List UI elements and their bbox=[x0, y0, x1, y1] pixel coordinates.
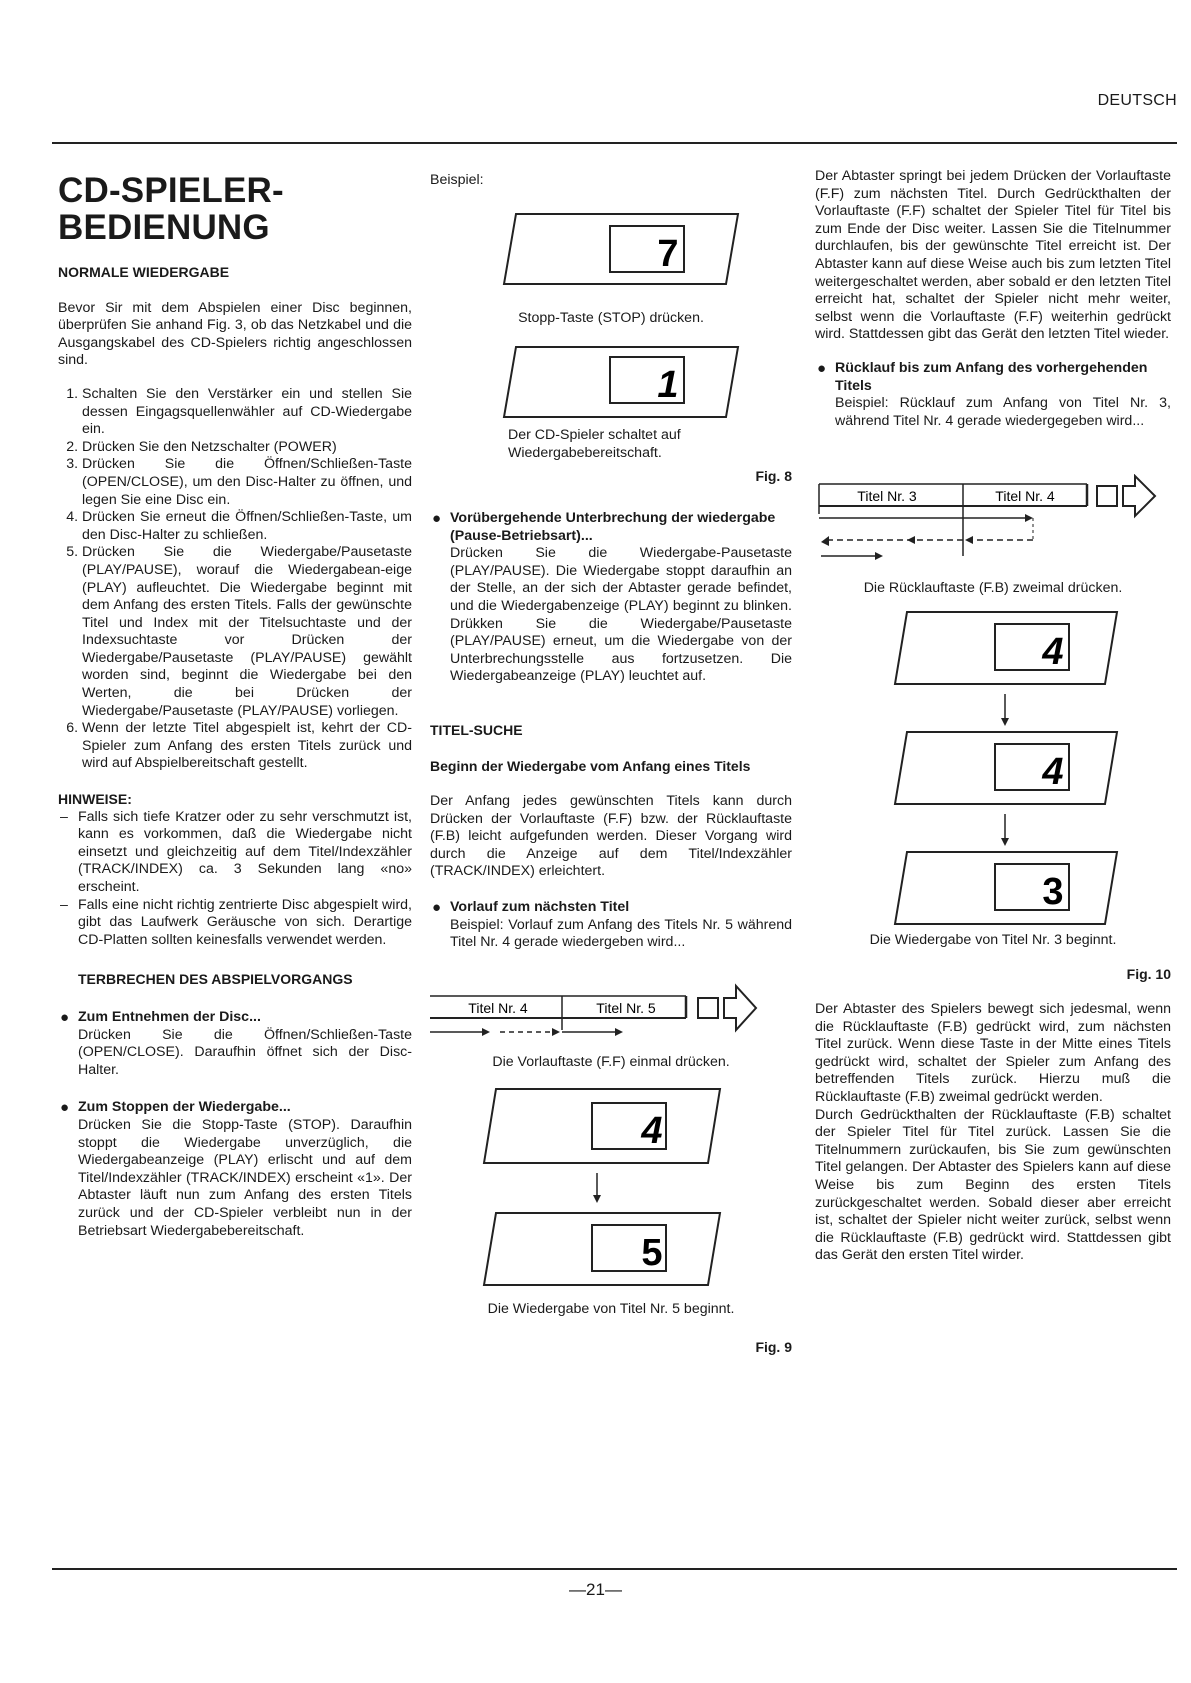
caption-ready: Der CD-Spieler schaltet auf Wiedergabebereitschaft. bbox=[508, 427, 681, 461]
display-digit: 7 bbox=[657, 232, 679, 275]
caption-ff: Die Vorlauftaste (F.F) einmal drücken. bbox=[492, 1053, 730, 1070]
arrow-head bbox=[615, 1028, 623, 1036]
language-label: DEUTSCH bbox=[1097, 92, 1177, 109]
display-digit: 4 bbox=[641, 1110, 663, 1153]
hinweise-heading: HINWEISE: bbox=[58, 791, 132, 808]
bullet-text: Beispiel: Rücklauf zum Anfang von Titel Nr. 3, während Titel Nr. 4 gerade wiedergegeben wird... bbox=[835, 395, 1171, 429]
arrow-head bbox=[907, 536, 915, 544]
bullet-icon: ● bbox=[60, 1008, 70, 1026]
display-digit: 3 bbox=[1042, 870, 1064, 913]
unterbrechen-heading: TERBRECHEN DES ABSPIELVORGANGS bbox=[78, 971, 353, 988]
display-panel-stop bbox=[430, 212, 792, 292]
track-label-4: Titel Nr. 4 bbox=[468, 999, 528, 1016]
middle-column bbox=[430, 172, 792, 1357]
bullet-icon: ● bbox=[432, 509, 442, 527]
steps-list bbox=[58, 386, 412, 773]
display-panel-r2 bbox=[815, 730, 1171, 810]
beginn-paragraph: Der Anfang jedes gewünschten Titels kann durch Drücken der Vorlauftaste (F.F) bzw. der Rücklauftaste (F.B) leicht aufgefunden werden. Dieser Vorgang wird durch die Anzeige auf dem Titel/Indexzähler (TRACK/INDEX) erleichtert. bbox=[430, 793, 792, 880]
bullet-title: Vorlauf zum nächsten Titel bbox=[450, 899, 630, 916]
caption-stop: Stopp-Taste (STOP) drücken. bbox=[518, 309, 704, 326]
arrow-down-icon bbox=[1001, 838, 1009, 846]
ruecklauf-paragraph-2: Durch Gedrückthalten der Rücklauftaste (F.B) schaltet der Spieler Titel für Titel zurück. Lassen Sie die Titelnummern zurückaufen, bis Sie zum gewünschten Titel gelangen. Der Abtaster des Spielers kann auf diese Weise bis zum Beginn des ersten Titels zurückgeschaltet werden. Sobald dieser aber erreicht ist, schaltet der Spieler nicht weiter zurück, selbst wenn die Rücklauftaste (F.B) gedrückt wird. Stattdessen gibt das Gerät den ersten Titel wirder. bbox=[815, 1106, 1171, 1264]
figure-label-9: Fig. 9 bbox=[755, 1339, 792, 1356]
bullet-vorlauf bbox=[430, 899, 792, 952]
bullet-title: Rücklauf bis zum Anfang des vorhergehenden Titels bbox=[835, 359, 1148, 394]
right-column bbox=[815, 168, 1171, 1265]
notes-list bbox=[58, 809, 412, 950]
arrow-head bbox=[965, 536, 973, 544]
display-digit: 4 bbox=[1042, 630, 1064, 673]
bullet-pause bbox=[430, 510, 792, 686]
bullet-text: Drücken Sie die Wiedergabe-Pausetaste (PLAY/PAUSE). Die Wiedergabe stoppt daraufhin an der Stelle, an der sich der Abtaster gerade befindet, und die Wiedergabenzeige (PLAY) beginnt zu blinken. Drükken Sie die Wiedergabe/Pausetaste (PLAY/PAUSE) erneut, um die Wiedergabe von der Unterbrechungsstelle aus fortzusetzen. Die Wiedergabeanzeige (PLAY) leuchtet auf. bbox=[450, 545, 792, 685]
top-rule bbox=[52, 142, 1177, 144]
intro-paragraph: Bevor Sir mit dem Abspielen einer Disc beginnen, überprüfen Sie anhand Fig. 3, ob das Netzkabel und die Ausgangskabel des CD-Spielers richtig angeschlossen sind. bbox=[58, 299, 412, 369]
figure-label-8: Fig. 8 bbox=[755, 468, 792, 485]
display-frame bbox=[895, 852, 1117, 924]
arrow-head bbox=[821, 536, 829, 546]
vorlauf-paragraph: Der Abtaster springt bei jedem Drücken der Vorlauftaste (F.F) zum nächsten Titel. Durch Gedrückthalten der Vorlauftaste (F.F) schaltet der Spieler Titel für Titel bis zum Ende der Disc weiter. Lassen Sie die Titelnummer durchlaufen, bis der gewünschte Titel erreicht ist. Der Abtaster kann auf diese Weise auch bis zum letzten Titel weitergeschaltet werden, aber sobald er den letzten Titel erreicht hat, schaltet der Spieler nicht mehr weiter, selbst wenn die Vorlauftaste (F.F) weiterhin gedrückt wird. Stattdessen gibt das Gerät den letzten Titel wieder. bbox=[815, 168, 1171, 343]
display-panel-track4 bbox=[430, 1087, 792, 1171]
bullet-disc-entnehmen bbox=[58, 1009, 412, 1079]
display-frame bbox=[484, 1213, 720, 1285]
list-item: 1. Schalten Sie den Verstärker ein und stellen Sie dessen Eingagsquellenwähler auf CD-Wiedergabe ein. bbox=[82, 386, 412, 439]
bullet-text: Drücken Sie die Öffnen/Schließen-Taste (OPEN/CLOSE). Daraufhin öffnet sich der Disc-Halter. bbox=[78, 1026, 412, 1078]
arrow-right-icon bbox=[724, 986, 756, 1030]
display-digit: 4 bbox=[1042, 750, 1064, 793]
list-item: 6. Wenn der letzte Titel abgespielt ist, kehrt der CD-Spieler zum Anfang des ersten Titels zurück und wird auf Abspielbereitschaft gestellt. bbox=[82, 720, 412, 773]
bullet-ruecklauf bbox=[815, 360, 1171, 430]
track-diagram-reverse bbox=[815, 474, 1171, 578]
track-diagram-forward bbox=[430, 978, 792, 1044]
arrow-head bbox=[482, 1028, 490, 1036]
ruecklauf-paragraph: Der Abtaster des Spielers bewegt sich jedesmal, wenn die Rücklauftaste (F.B) gedrückt wird, zum nächsten Titel zurück. Wenn diese Taste in der Mitte eines Titels gedrückt wird, schaltet der Spieler zum Anfang des betreffenden Titels zurück. Hierzu muß die Rücklauftaste (F.B) zweimal gedrückt werden. bbox=[815, 1001, 1171, 1106]
display-frame bbox=[484, 1089, 720, 1163]
down-arrow bbox=[430, 1171, 792, 1205]
title-line-2: BEDIENUNG bbox=[58, 208, 270, 247]
list-item: 3. Drücken Sie die Öffnen/Schließen-Taste (OPEN/CLOSE), um den Disc-Halter zu öffnen, und legen Sie eine Disc ein. bbox=[82, 456, 412, 509]
arrow-down-icon bbox=[1001, 718, 1009, 726]
example-label: Beispiel: bbox=[430, 172, 484, 188]
bullet-wiedergabe-stoppen bbox=[58, 1099, 412, 1240]
display-frame bbox=[504, 214, 738, 284]
display-frame bbox=[895, 612, 1117, 684]
bullet-text: Beispiel: Vorlauf zum Anfang des Titels Nr. 5 während Titel Nr. 4 gerade wiedergeben wird... bbox=[450, 916, 792, 951]
display-frame bbox=[895, 732, 1117, 804]
caption-track3: Die Wiedergabe von Titel Nr. 3 beginnt. bbox=[869, 931, 1117, 948]
list-item: – Falls sich tiefe Kratzer oder zu sehr verschmutzt ist, kann es vorkommen, daß die Wiedergabe nicht einsetzt und gleichzeitig auf dem Titel/Indexzähler (TRACK/INDEX) ca. 3 Sekunden lang «no» erscheint. bbox=[78, 809, 412, 897]
page-number: —21— bbox=[569, 1580, 622, 1599]
disc-icon bbox=[1097, 486, 1117, 506]
left-column bbox=[58, 172, 412, 1240]
beginn-heading: Beginn der Wiedergabe vom Anfang eines Titels bbox=[430, 757, 751, 774]
arrow-head bbox=[875, 552, 883, 560]
arrow-head bbox=[1025, 514, 1033, 522]
bullet-title: Zum Stoppen der Wiedergabe... bbox=[78, 1099, 291, 1116]
display-digit: 1 bbox=[657, 364, 679, 407]
track-label-3: Titel Nr. 3 bbox=[857, 488, 917, 505]
track-label-4: Titel Nr. 4 bbox=[995, 488, 1055, 505]
title-line-1: CD-SPIELER- bbox=[58, 171, 284, 210]
arrow-right-icon bbox=[1123, 476, 1155, 516]
bullet-icon: ● bbox=[817, 359, 827, 377]
display-panel-r1 bbox=[815, 610, 1171, 690]
bullet-icon: ● bbox=[60, 1099, 70, 1117]
disc-icon bbox=[698, 998, 718, 1018]
down-arrow bbox=[815, 690, 1171, 728]
bullet-title: Zum Entnehmen der Disc... bbox=[78, 1008, 261, 1025]
caption-track5: Die Wiedergabe von Titel Nr. 5 beginnt. bbox=[487, 1301, 735, 1318]
bottom-rule bbox=[52, 1568, 1177, 1570]
titel-suche-heading: TITEL-SUCHE bbox=[430, 721, 523, 738]
arrow-head bbox=[552, 1028, 560, 1036]
arrow-down-icon bbox=[593, 1195, 601, 1203]
display-panel-ready bbox=[430, 345, 792, 425]
normale-wiedergabe-heading: NORMALE WIEDERGABE bbox=[58, 264, 230, 280]
bullet-text: Drücken Sie die Stopp-Taste (STOP). Daraufhin stoppt die Wiedergabe unverzüglich, die Wiedergabeanzeige (PLAY) erlischt und auf dem Titel/Indexzähler (TRACK/INDEX) erscheint «1». Der Abtaster läuft nun zum Anfang des ersten Titels zurück und der CD-Spieler verbleibt nun in der Betriebsart Wiedergabebereitschaft. bbox=[78, 1116, 412, 1239]
figure-label-10: Fig. 10 bbox=[1126, 965, 1171, 982]
caption-fb: Die Rücklauftaste (F.B) zweimal drücken. bbox=[863, 580, 1123, 597]
display-panel-r3 bbox=[815, 850, 1171, 930]
list-item: 5. Drücken Sie die Wiedergabe/Pausetaste (PLAY/PAUSE), worauf die Wiedergabean-eige (PLAY) aufleuchtet. Die Wiedergabe beginnt mit dem Anfang des ersten Titels. Falls der gewünschte Titel und Index mit der Titelsuchtaste und der Indexsuchtaste vor Drücken der Wiedergabe/Pausetaste (PLAY/PAUSE) gewählt worden sind, beginnt die Wiedergabe bei den Werten, die bei Drücken der Wiedergabe/Pausetaste (PLAY/PAUSE) vorliegen. bbox=[82, 544, 412, 720]
list-item: – Falls eine nicht richtig zentrierte Disc abgespielt wird, gibt das Laufwerk Geräusche von sich. Derartige CD-Platten sollten keinesfalls verwendet werden. bbox=[78, 897, 412, 950]
page-title bbox=[58, 172, 412, 246]
bullet-icon: ● bbox=[432, 899, 442, 917]
list-item: 4. Drücken Sie erneut die Öffnen/Schließen-Taste, um den Disc-Halter zu schließen. bbox=[82, 509, 412, 544]
list-item: 2. Drücken Sie den Netzschalter (POWER) bbox=[82, 439, 412, 457]
bullet-title: Vorübergehende Unterbrechung der wiedergabe (Pause-Betriebsart)... bbox=[450, 509, 776, 544]
down-arrow bbox=[815, 810, 1171, 848]
display-digit: 5 bbox=[641, 1232, 663, 1275]
track-label-5: Titel Nr. 5 bbox=[596, 999, 656, 1016]
display-panel-track5 bbox=[430, 1211, 792, 1293]
